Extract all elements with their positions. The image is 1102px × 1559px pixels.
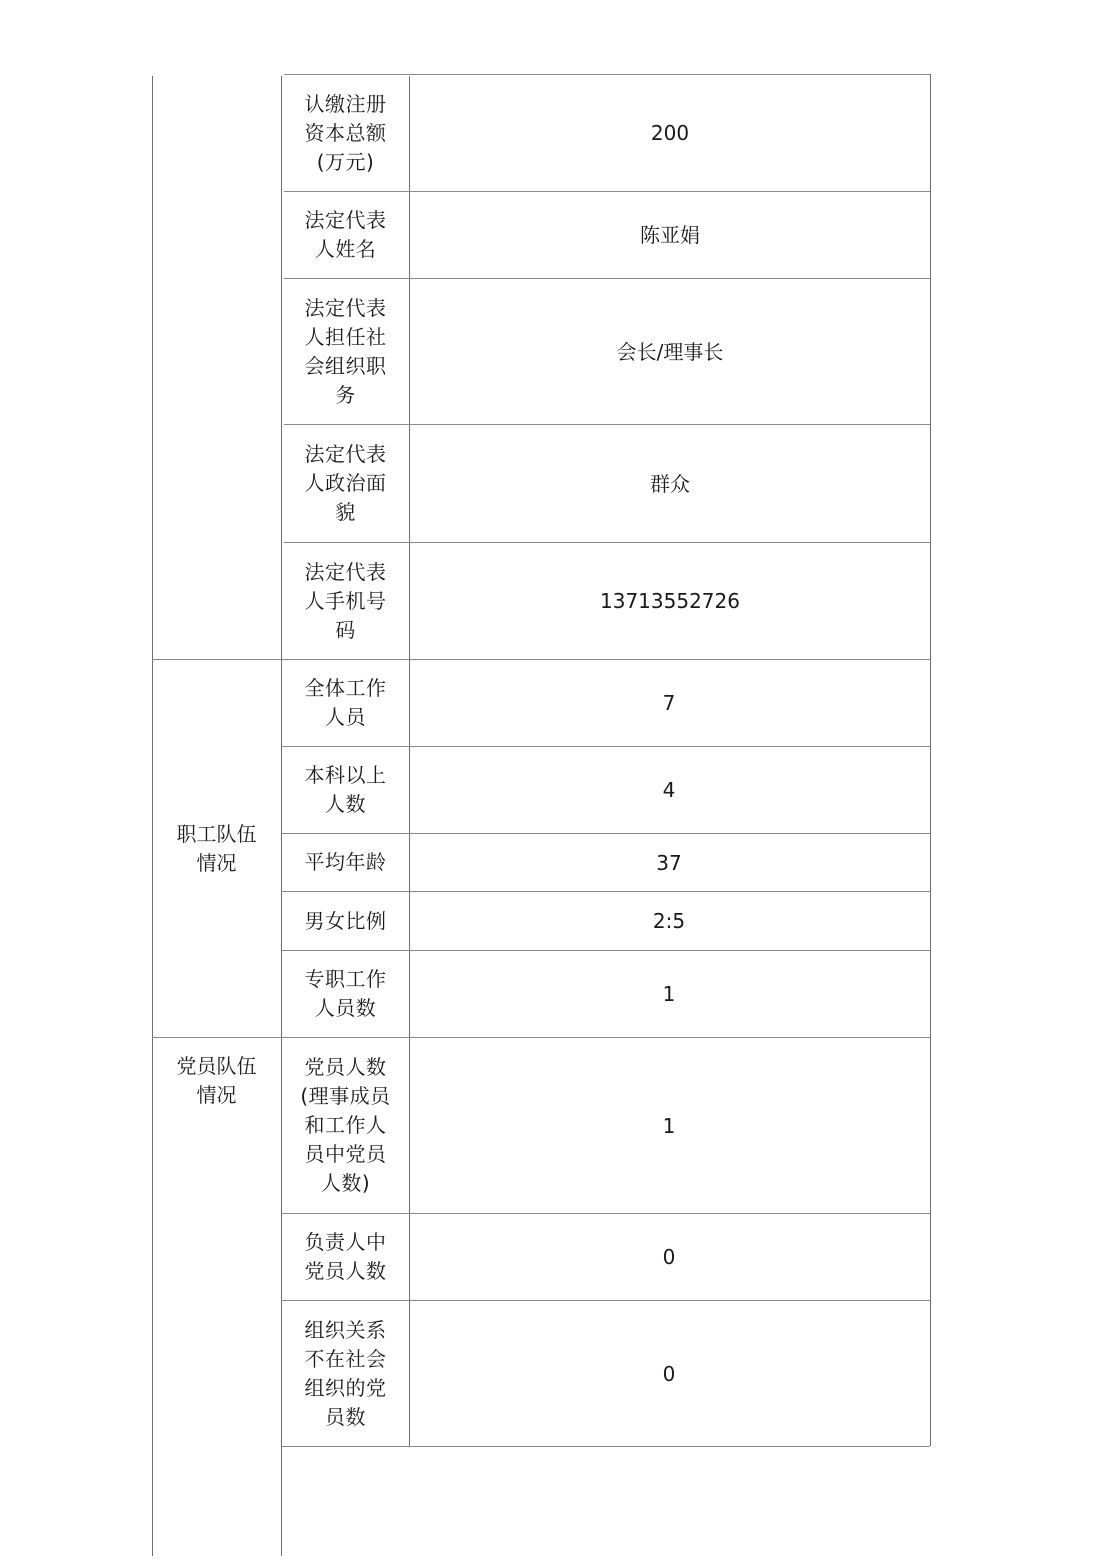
label-line: 党员人数 — [304, 1259, 387, 1283]
field-value-bachelor-count: 4 — [662, 778, 676, 802]
group-staff-label — [152, 660, 281, 1037]
field-label-external-party-members — [282, 1301, 409, 1446]
row-divider — [281, 1446, 930, 1447]
group-label-line: 职工队伍 — [176, 821, 257, 846]
label-line: 资本总额 — [304, 120, 387, 145]
label-line: 法定代表 — [304, 559, 387, 584]
field-label-legal-rep-phone — [282, 543, 409, 659]
label-line: 人担任社 — [304, 324, 387, 349]
label-line: 貌 — [335, 500, 356, 524]
field-value-legal-rep-position: 会长/理事长 — [616, 339, 724, 364]
label-line: 员中党员 — [304, 1142, 387, 1166]
field-value-gender-ratio: 2:5 — [652, 909, 686, 933]
field-label-bachelor-count — [282, 747, 409, 833]
label-line: 负责人中 — [304, 1230, 387, 1254]
label-line: 人手机号 — [304, 588, 387, 613]
label-line: 法定代表 — [304, 295, 387, 320]
field-value-leader-party-members: 0 — [662, 1245, 676, 1269]
field-label-legal-rep-name — [282, 192, 409, 278]
label-line: 和工作人 — [304, 1113, 387, 1137]
label-line: (万元) — [316, 149, 375, 174]
label-line: 人数) — [320, 1171, 371, 1195]
label-line: 码 — [335, 617, 356, 642]
label-line: 组织关系 — [304, 1317, 387, 1342]
field-value-external-party-members: 0 — [662, 1361, 676, 1386]
label-line: 人数 — [325, 792, 366, 816]
field-value-average-age: 37 — [656, 850, 682, 875]
group-party-label — [152, 1052, 281, 1112]
field-value-total-staff: 7 — [662, 691, 676, 715]
field-label-party-member-count — [282, 1038, 409, 1213]
label-line: 男女比例 — [304, 908, 387, 933]
field-value-fulltime-staff: 1 — [662, 982, 676, 1006]
group-label-line: 情况 — [196, 1083, 237, 1107]
label-line: 专职工作 — [304, 967, 387, 991]
label-line: 本科以上 — [304, 763, 387, 787]
field-value-registered-capital: 200 — [650, 121, 690, 145]
label-line: 会组织职 — [304, 353, 387, 378]
label-line: 员数 — [325, 1404, 366, 1429]
right-border-line — [930, 74, 931, 1446]
field-label-leader-party-members — [282, 1214, 409, 1300]
label-line: 人政治面 — [304, 471, 387, 495]
label-line: 人员数 — [314, 996, 377, 1020]
label-line: (理事成员 — [300, 1084, 391, 1108]
label-line: 组织的党 — [304, 1375, 387, 1400]
label-line: 不在社会 — [304, 1346, 387, 1371]
label-line: 人姓名 — [314, 237, 377, 261]
field-label-fulltime-staff — [282, 951, 409, 1037]
label-line: 党员人数 — [304, 1055, 387, 1079]
label-line: 务 — [335, 382, 356, 407]
field-value-legal-rep-name: 陈亚娟 — [640, 223, 700, 247]
field-label-total-staff — [282, 660, 409, 746]
field-label-average-age — [282, 834, 409, 891]
label-line: 法定代表 — [304, 442, 387, 466]
label-line: 平均年龄 — [304, 850, 387, 874]
field-label-gender-ratio — [282, 892, 409, 950]
group-label-line: 情况 — [196, 850, 237, 875]
group-label-line: 党员队伍 — [176, 1054, 257, 1078]
field-label-registered-capital — [282, 75, 409, 191]
label-line: 法定代表 — [304, 208, 387, 232]
field-label-legal-rep-position — [282, 279, 409, 424]
label-line: 认缴注册 — [304, 91, 387, 116]
label-line: 全体工作 — [304, 676, 387, 700]
field-value-legal-rep-political-status: 群众 — [650, 471, 690, 496]
field-value-party-member-count: 1 — [662, 1113, 676, 1138]
field-value-legal-rep-phone: 13713552726 — [600, 589, 740, 613]
field-label-legal-rep-political-status — [282, 425, 409, 542]
label-line: 人员 — [325, 705, 366, 729]
